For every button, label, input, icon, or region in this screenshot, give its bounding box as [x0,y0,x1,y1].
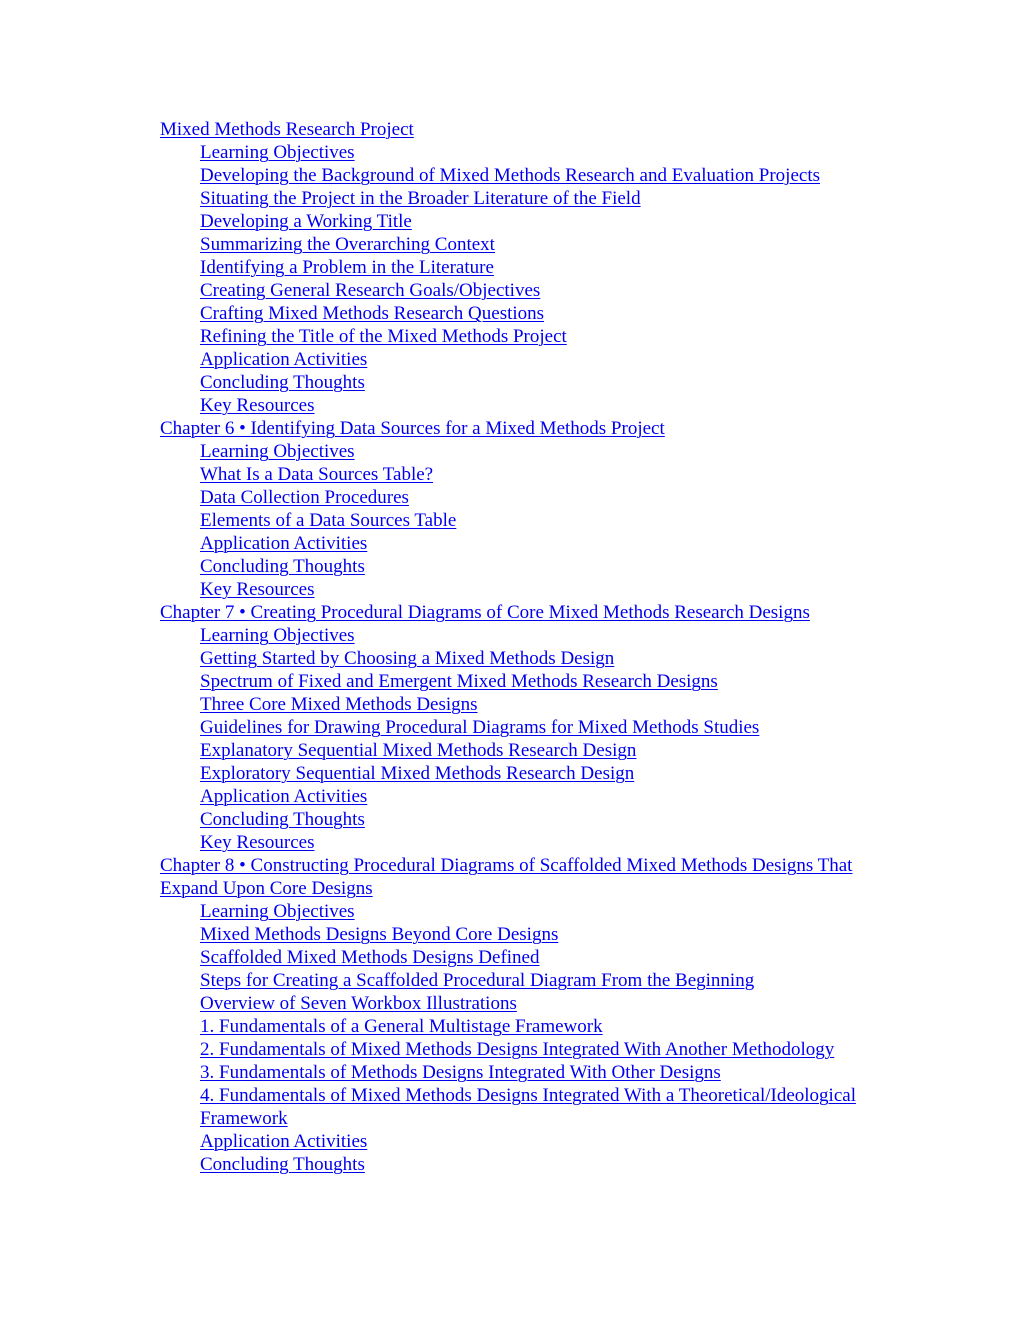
toc-section-link[interactable]: Developing the Background of Mixed Methods Research and Evaluation Projects [200,165,820,186]
toc-section-link[interactable]: Identifying a Problem in the Literature [200,257,494,278]
toc-section-link[interactable]: Concluding Thoughts [200,1154,365,1175]
toc-section-link[interactable]: Creating General Research Goals/Objectives [200,280,541,301]
toc-section-link[interactable]: Mixed Methods Designs Beyond Core Designs [200,924,559,945]
toc-section-link[interactable]: Scaffolded Mixed Methods Designs Defined [200,947,540,968]
toc-chapter-link[interactable]: Mixed Methods Research Project [160,119,414,140]
toc-section-link[interactable]: 2. Fundamentals of Mixed Methods Designs Integrated With Another Methodology [200,1039,835,1060]
toc-section-link[interactable]: Exploratory Sequential Mixed Methods Research Design [200,763,635,784]
toc-section-link[interactable]: Application Activities [200,1131,368,1152]
toc-section-link[interactable]: Steps for Creating a Scaffolded Procedural Diagram From the Beginning [200,970,755,991]
table-of-contents [160,118,900,1176]
toc-section-link[interactable]: Application Activities [200,786,368,807]
toc-section-link[interactable]: Getting Started by Choosing a Mixed Methods Design [200,648,615,669]
toc-section-link[interactable]: 1. Fundamentals of a General Multistage Framework [200,1016,603,1037]
toc-section-link[interactable]: 3. Fundamentals of Methods Designs Integrated With Other Designs [200,1062,721,1083]
toc-section-link[interactable]: Explanatory Sequential Mixed Methods Research Design [200,740,637,761]
toc-section-link[interactable]: Learning Objectives [200,441,355,462]
toc-section-link[interactable]: Concluding Thoughts [200,556,365,577]
toc-section-link[interactable]: Situating the Project in the Broader Literature of the Field [200,188,641,209]
toc-section-link[interactable]: Summarizing the Overarching Context [200,234,495,255]
toc-section-link[interactable]: 4. Fundamentals of Mixed Methods Designs Integrated With a Theoretical/Ideological Framework [200,1085,856,1129]
toc-section-link[interactable]: Crafting Mixed Methods Research Questions [200,303,545,324]
toc-section-link[interactable]: What Is a Data Sources Table? [200,464,434,485]
toc-section-link[interactable]: Learning Objectives [200,901,355,922]
toc-section-link[interactable]: Key Resources [200,832,315,853]
toc-section-link[interactable]: Key Resources [200,579,315,600]
toc-section-link[interactable]: Three Core Mixed Methods Designs [200,694,478,715]
toc-section-link[interactable]: Learning Objectives [200,142,355,163]
toc-section-link[interactable]: Data Collection Procedures [200,487,409,508]
toc-section-link[interactable]: Guidelines for Drawing Procedural Diagrams for Mixed Methods Studies [200,717,760,738]
toc-section-link[interactable]: Elements of a Data Sources Table [200,510,457,531]
toc-section-link[interactable]: Refining the Title of the Mixed Methods Project [200,326,567,347]
toc-chapter-link[interactable]: Chapter 7 • Creating Procedural Diagrams of Core Mixed Methods Research Designs [160,602,810,623]
toc-section-link[interactable]: Key Resources [200,395,315,416]
toc-section-link[interactable]: Overview of Seven Workbox Illustrations [200,993,517,1014]
toc-section-link[interactable]: Spectrum of Fixed and Emergent Mixed Methods Research Designs [200,671,718,692]
toc-chapter-link[interactable]: Chapter 6 • Identifying Data Sources for a Mixed Methods Project [160,418,665,439]
toc-chapter-link[interactable]: Chapter 8 • Constructing Procedural Diagrams of Scaffolded Mixed Methods Designs That Expand Upon Core Designs [160,855,853,899]
toc-section-link[interactable]: Learning Objectives [200,625,355,646]
toc-section-link[interactable]: Concluding Thoughts [200,809,365,830]
toc-section-link[interactable]: Developing a Working Title [200,211,412,232]
toc-section-link[interactable]: Application Activities [200,349,368,370]
toc-section-link[interactable]: Concluding Thoughts [200,372,365,393]
toc-section-link[interactable]: Application Activities [200,533,368,554]
